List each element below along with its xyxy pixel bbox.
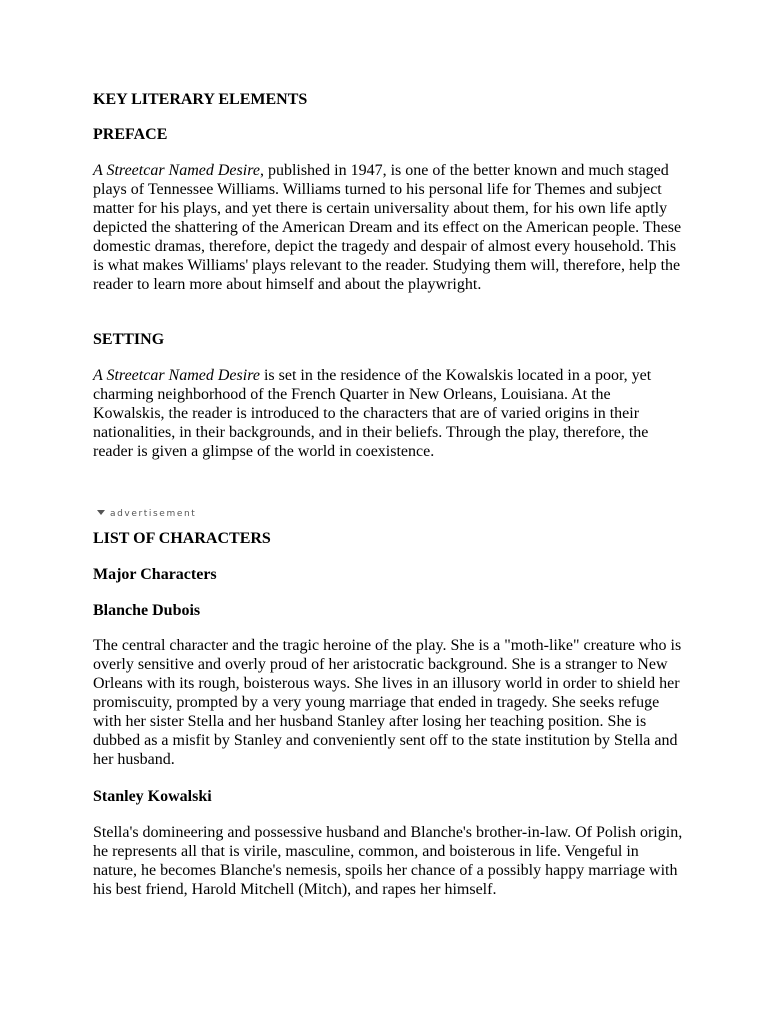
stanley-paragraph: Stella's domineering and possessive husband and Blanche's brother-in-law. Of Polish origin, he represents all that is virile, masculine, common, and boisterous in life. Vengeful in nature, he becomes Blanche's nemesis, spoils her chance of a possibly happy marriage with his best friend, Harold Mitchell (Mitch), and rapes her himself. (93, 824, 683, 898)
stanley-kowalski-heading: Stanley Kowalski (93, 788, 212, 805)
setting-title-italic: A Streetcar Named Desire (93, 367, 260, 384)
preface-paragraph (93, 161, 683, 294)
blanche-paragraph: The central character and the tragic heroine of the play. She is a "moth-like" creature who is overly sensitive and overly proud of her aristocratic background. She is a stranger to New Orleans with its rough, boisterous ways. She lives in an illusory world in order to shield her promiscuity, prompted by a very young marriage that ended in tragedy. She seeks refuge with her sister Stella and her husband Stanley after losing her teaching position. She is dubbed as a misfit by Stanley and conveniently sent off to the state institution by Stella and her husband. (93, 637, 682, 768)
setting-heading: SETTING (93, 331, 165, 348)
advertisement-label[interactable] (97, 508, 196, 520)
triangle-down-icon (97, 510, 105, 515)
key-literary-elements-heading: KEY LITERARY ELEMENTS (93, 91, 308, 108)
major-characters-heading: Major Characters (93, 566, 217, 583)
preface-text: , published in 1947, is one of the better known and much staged plays of Tennessee Williams. Williams turned to his personal life for Themes and subject matter for his plays, and yet there is certain universality about them, for his own life aptly depicted the shattering of the American Dream and its effect on the American people. These domestic dramas, therefore, depict the tragedy and despair of almost every household. This is what makes Williams' plays relevant to the reader. Studying them will, therefore, help the reader to learn more about himself and about the playwright. (93, 162, 682, 293)
advertisement-text: advertisement (110, 509, 197, 519)
list-of-characters-heading: LIST OF CHARACTERS (93, 530, 271, 547)
setting-text: is set in the residence of the Kowalskis located in a poor, yet charming neighborhood of the French Quarter in New Orleans, Louisiana. At the Kowalskis, the reader is introduced to the characters that are of varied origins in their nationalities, in their backgrounds, and in their beliefs. Through the play, therefore, the reader is given a glimpse of the world in coexistence. (93, 367, 652, 460)
preface-title-italic: A Streetcar Named Desire (93, 162, 260, 179)
blanche-dubois-heading: Blanche Dubois (93, 602, 201, 619)
preface-heading: PREFACE (93, 126, 168, 143)
setting-paragraph (93, 366, 683, 461)
